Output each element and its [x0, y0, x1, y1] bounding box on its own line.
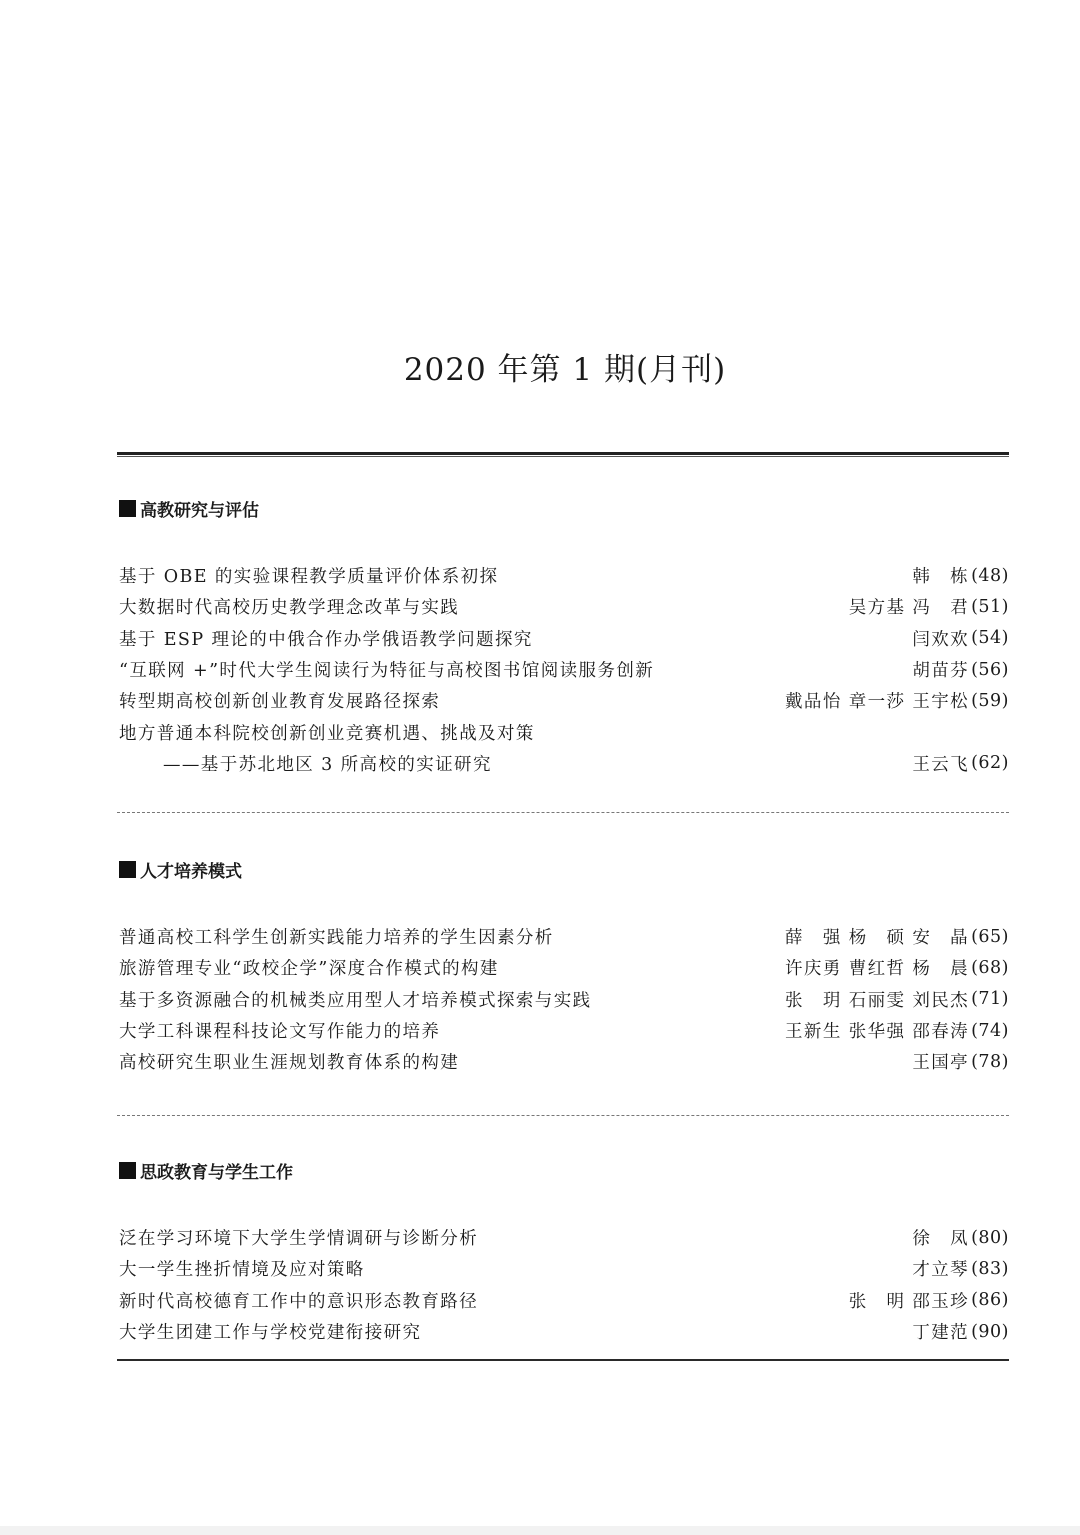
- article-authors: 胡苗芬: [912, 661, 970, 682]
- article-title: 大数据时代高校历史教学理念改革与实践: [119, 598, 460, 619]
- article-authors: 才立琴: [912, 1260, 970, 1281]
- section-heading: [119, 1156, 1009, 1184]
- article-authors: 张 玥 石丽雯 刘民杰: [785, 990, 970, 1011]
- section-heading: [119, 494, 1009, 522]
- section-heading-label: 思政教育与学生工作: [140, 1162, 293, 1183]
- article-title: 泛在学习环境下大学生学情调研与诊断分析: [119, 1229, 479, 1250]
- article-authors: 许庆勇 曹红哲 杨 晨: [785, 959, 970, 980]
- toc-entry[interactable]: [119, 716, 1009, 747]
- toc-entries: [119, 560, 1009, 779]
- square-bullet-icon: [119, 1162, 136, 1179]
- toc-entry[interactable]: [119, 560, 1009, 591]
- top-rule: [117, 452, 1009, 455]
- page-number: (54): [971, 628, 1009, 649]
- toc-entry[interactable]: [119, 921, 1009, 952]
- article-title: “互联网 +”时代大学生阅读行为特征与高校图书馆阅读服务创新: [119, 661, 655, 682]
- article-title: 大一学生挫折情境及应对策略: [119, 1260, 365, 1281]
- article-authors: 丁建范: [912, 1323, 970, 1344]
- toc-entry[interactable]: [119, 654, 1009, 685]
- page-number: (59): [971, 690, 1009, 711]
- article-title: 大学生团建工作与学校党建衔接研究: [119, 1323, 422, 1344]
- toc-entry[interactable]: [119, 1046, 1009, 1077]
- square-bullet-icon: [119, 500, 136, 517]
- square-bullet-icon: [119, 861, 136, 878]
- toc-entry[interactable]: [119, 623, 1009, 654]
- toc-entry-subtitle[interactable]: [119, 748, 1009, 779]
- page-number: (62): [971, 753, 1009, 774]
- page-number: (90): [971, 1321, 1009, 1342]
- toc-entries: [119, 921, 1009, 1077]
- toc-entry[interactable]: [119, 984, 1009, 1015]
- section-heading-label: 高教研究与评估: [140, 500, 259, 521]
- toc-entry[interactable]: [119, 1316, 1009, 1347]
- page-number: (71): [971, 989, 1009, 1010]
- toc-entry[interactable]: [119, 1253, 1009, 1284]
- section-ideological-education: [119, 1156, 1009, 1347]
- article-authors: 韩 栋: [912, 567, 970, 588]
- section-divider: [117, 1115, 1009, 1116]
- toc-entry[interactable]: [119, 952, 1009, 983]
- article-authors: 徐 凤: [912, 1229, 970, 1250]
- article-title: 新时代高校德育工作中的意识形态教育路径: [119, 1291, 479, 1312]
- section-talent-cultivation: [119, 855, 1009, 1077]
- article-authors: 王新生 张华强 邵春涛: [785, 1022, 970, 1043]
- article-title: 基于 OBE 的实验课程教学质量评价体系初探: [119, 567, 499, 588]
- page-number: (80): [971, 1227, 1009, 1248]
- page-number: (65): [971, 926, 1009, 947]
- page-number: (74): [971, 1020, 1009, 1041]
- toc-entry[interactable]: [119, 1015, 1009, 1046]
- article-authors: 戴品怡 章一莎 王宇松: [785, 692, 970, 713]
- toc-entry[interactable]: [119, 591, 1009, 622]
- page-number: (78): [971, 1051, 1009, 1072]
- toc-entry[interactable]: [119, 685, 1009, 716]
- section-heading-label: 人才培养模式: [140, 861, 242, 882]
- article-title: 转型期高校创新创业教育发展路径探索: [119, 692, 441, 713]
- article-subtitle: ——基于苏北地区 3 所高校的实证研究: [163, 754, 492, 775]
- article-authors: 薛 强 杨 硕 安 晶: [785, 928, 970, 949]
- article-authors: 吴方基 冯 君: [848, 598, 970, 619]
- toc-entry[interactable]: [119, 1285, 1009, 1316]
- issue-title: 2020 年第 1 期(月刊): [403, 352, 727, 388]
- bottom-rule: [117, 1359, 1009, 1361]
- article-authors: 王云飞: [912, 754, 970, 775]
- article-authors: 闫欢欢: [912, 629, 970, 650]
- page-edge: [0, 1526, 1080, 1535]
- section-heading: [119, 855, 1009, 883]
- page-number: (83): [971, 1258, 1009, 1279]
- article-title: 大学工科课程科技论文写作能力的培养: [119, 1022, 441, 1043]
- section-divider: [117, 812, 1009, 813]
- article-title: 地方普通本科院校创新创业竞赛机遇、挑战及对策: [119, 723, 535, 744]
- page-number: (56): [971, 659, 1009, 680]
- page-number: (68): [971, 957, 1009, 978]
- article-title: 基于多资源融合的机械类应用型人才培养模式探索与实践: [119, 990, 592, 1011]
- article-title: 旅游管理专业“政校企学”深度合作模式的构建: [119, 959, 499, 980]
- section-higher-ed-research: [119, 494, 1009, 779]
- page-number: (51): [971, 596, 1009, 617]
- page-number: (48): [971, 565, 1009, 586]
- page-number: (86): [971, 1290, 1009, 1311]
- article-title: 高校研究生职业生涯规划教育体系的构建: [119, 1053, 460, 1074]
- article-title: 基于 ESP 理论的中俄合作办学俄语教学问题探究: [119, 629, 533, 650]
- article-title: 普通高校工科学生创新实践能力培养的学生因素分析: [119, 928, 554, 949]
- toc-entries: [119, 1222, 1009, 1347]
- article-authors: 王国亭: [912, 1053, 970, 1074]
- article-authors: 张 明 邵玉珍: [848, 1291, 970, 1312]
- toc-entry[interactable]: [119, 1222, 1009, 1253]
